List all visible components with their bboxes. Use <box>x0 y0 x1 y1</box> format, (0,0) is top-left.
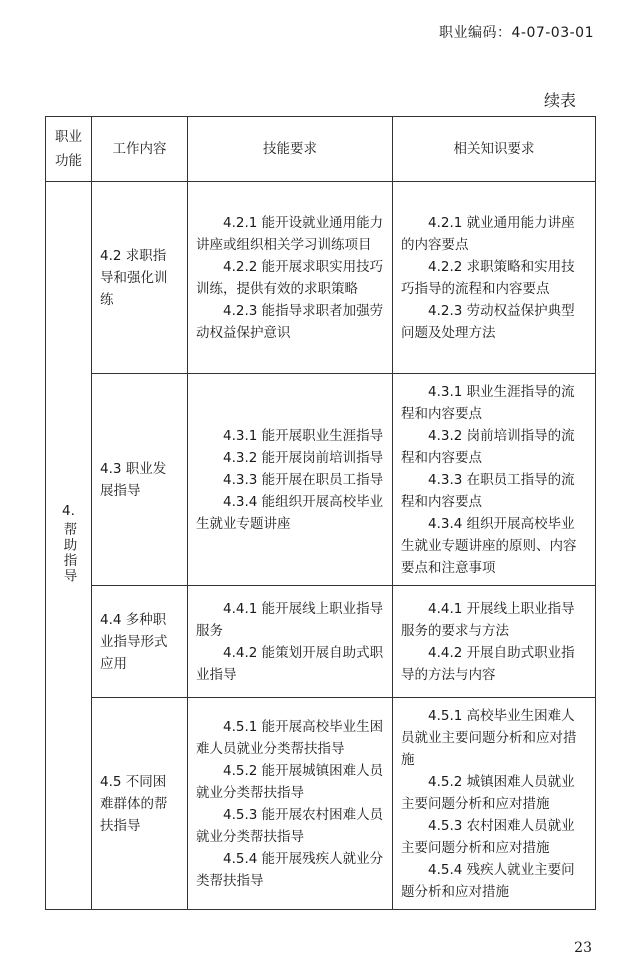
header-skills: 技能要求 <box>188 117 393 182</box>
knowledge-cell <box>393 698 596 910</box>
table-row <box>46 586 596 698</box>
spec-table <box>45 116 596 910</box>
work-content: 4.2 求职指导和强化训练 <box>92 182 188 374</box>
skill-item: 4.2.3 能指导求职者加强劳动权益保护意识 <box>196 302 384 341</box>
knowledge-item: 4.5.1 高校毕业生困难人员就业主要问题分析和应对措施 <box>401 707 577 768</box>
skills-cell <box>188 182 393 374</box>
job-code: 职业编码：4-07-03-01 <box>438 25 594 41</box>
knowledge-item: 4.5.4 残疾人就业主要问题分析和应对措施 <box>401 861 575 900</box>
skill-item: 4.5.1 能开展高校毕业生困难人员就业分类帮扶指导 <box>196 718 384 757</box>
skill-item: 4.4.1 能开展线上职业指导服务 <box>196 600 384 639</box>
function-number: 4. <box>62 503 75 519</box>
skills-cell <box>188 698 393 910</box>
skill-item: 4.3.2 能开展岗前培训指导 <box>223 449 384 466</box>
function-cell <box>46 182 92 910</box>
skill-item: 4.3.1 能开展职业生涯指导 <box>223 427 384 444</box>
skill-item: 4.3.4 能组织开展高校毕业生就业专题讲座 <box>196 493 384 532</box>
knowledge-item: 4.2.1 就业通用能力讲座的内容要点 <box>401 214 575 253</box>
skills-cell <box>188 374 393 586</box>
header-knowledge: 相关知识要求 <box>393 117 596 182</box>
skill-item: 4.5.3 能开展农村困难人员就业分类帮扶指导 <box>196 806 384 845</box>
knowledge-item: 4.3.2 岗前培训指导的流程和内容要点 <box>401 427 575 466</box>
knowledge-item: 4.5.2 城镇困难人员就业主要问题分析和应对措施 <box>401 773 575 812</box>
table-row <box>46 374 596 586</box>
continued-label: 续表 <box>543 91 576 110</box>
knowledge-item: 4.5.3 农村困难人员就业主要问题分析和应对措施 <box>401 817 575 856</box>
knowledge-item: 4.2.3 劳动权益保护典型问题及处理方法 <box>401 302 575 341</box>
knowledge-item: 4.3.1 职业生涯指导的流程和内容要点 <box>401 383 575 422</box>
skill-item: 4.3.3 能开展在职员工指导 <box>223 471 384 488</box>
skill-item: 4.4.2 能策划开展自助式职业指导 <box>196 644 384 683</box>
table-header-row <box>46 117 596 182</box>
work-content: 4.3 职业发展指导 <box>92 374 188 586</box>
knowledge-cell <box>393 182 596 374</box>
knowledge-item: 4.4.2 开展自助式职业指导的方法与内容 <box>401 644 575 683</box>
knowledge-item: 4.4.1 开展线上职业指导服务的要求与方法 <box>401 600 575 639</box>
page-number: 23 <box>574 940 592 956</box>
knowledge-item: 4.3.3 在职员工指导的流程和内容要点 <box>401 471 575 510</box>
header-work: 工作内容 <box>92 117 188 182</box>
skill-item: 4.2.2 能开展求职实用技巧训练，提供有效的求职策略 <box>196 258 384 297</box>
table-row <box>46 182 596 374</box>
knowledge-cell <box>393 586 596 698</box>
skills-cell <box>188 586 393 698</box>
table-row <box>46 698 596 910</box>
skill-item: 4.5.2 能开展城镇困难人员就业分类帮扶指导 <box>196 762 384 801</box>
knowledge-item: 4.3.4 组织开展高校毕业生就业专题讲座的原则、内容要点和注意事项 <box>401 515 577 576</box>
function-name: 帮助指导 <box>60 522 77 584</box>
skill-item: 4.2.1 能开设就业通用能力讲座或组织相关学习训练项目 <box>196 214 384 253</box>
knowledge-item: 4.2.2 求职策略和实用技巧指导的流程和内容要点 <box>401 258 575 297</box>
header-function: 职业功能 <box>46 117 92 182</box>
knowledge-cell <box>393 374 596 586</box>
work-content: 4.5 不同困难群体的帮扶指导 <box>92 698 188 910</box>
work-content: 4.4 多种职业指导形式应用 <box>92 586 188 698</box>
skill-item: 4.5.4 能开展残疾人就业分类帮扶指导 <box>196 850 384 889</box>
